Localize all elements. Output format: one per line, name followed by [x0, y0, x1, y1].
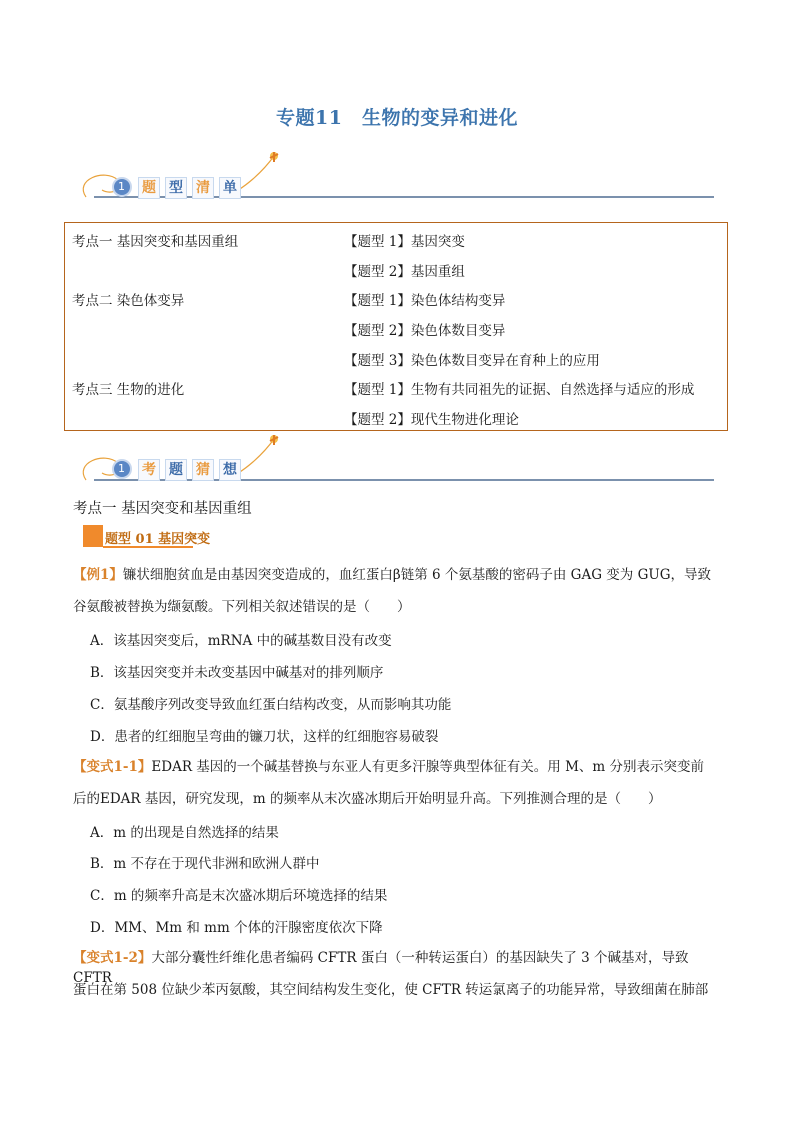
question-type-item: 【题型 2】基因重组 — [344, 264, 465, 280]
topic-label: 考点一 基因突变和基因重组 — [72, 234, 239, 250]
topic-heading: 考点一 基因突变和基因重组 — [73, 501, 252, 517]
banner-char: 清 — [192, 177, 214, 199]
question-type-item: 【题型 1】基因突变 — [344, 234, 465, 250]
example-label: 【例1】 — [73, 567, 123, 583]
option-d: D．患者的红细胞呈弯曲的镰刀状，这样的红细胞容易破裂 — [90, 729, 439, 745]
banner-char: 考 — [138, 459, 160, 481]
question-type-list — [64, 222, 728, 431]
question-type-item: 【题型 2】染色体数目变异 — [344, 323, 506, 339]
stem-line: EDAR 基因的一个碱基替换与东亚人有更多汗腺等典型体征有关。用 M、m 分别表示突变前 — [151, 759, 704, 775]
banner-char: 猜 — [192, 459, 214, 481]
stem-line: 镰状细胞贫血是由基因突变造成的，血红蛋白β链第 6 个氨基酸的密码子由 GAG 变为 GUG，导致 — [122, 567, 712, 583]
banner-number: 1 — [118, 462, 125, 475]
topic-label: 考点三 生物的进化 — [72, 382, 185, 398]
banner-number: 1 — [118, 180, 125, 193]
question-type-item: 【题型 2】现代生物进化理论 — [344, 412, 519, 428]
banner-char: 型 — [165, 177, 187, 199]
page-title: 专题11 生物的变异和进化 — [276, 107, 518, 129]
stem-line: 蛋白在第 508 位缺少苯丙氨酸，其空间结构发生变化，使 CFTR 转运氯离子的功能异常，导致细菌在肺部 — [73, 982, 709, 998]
option-b: B．该基因突变并未改变基因中碱基对的排列顺序 — [90, 665, 384, 681]
option-a: A．该基因突变后，mRNA 中的碱基数目没有改变 — [90, 633, 392, 649]
topic-label: 考点二 染色体变异 — [72, 293, 185, 309]
banner-char: 题 — [165, 459, 187, 481]
tag-label: 题型 01 基因突变 — [105, 532, 211, 547]
banner-title — [138, 459, 241, 481]
example-1-stem — [73, 565, 728, 585]
stem-line: 后的EDAR 基因，研究发现，m 的频率从末次盛冰期后开始明显升高。下列推测合理的是（ ） — [73, 791, 662, 807]
section-banner-predicted-questions — [74, 432, 714, 484]
section-banner-question-types — [74, 150, 714, 202]
question-type-item: 【题型 1】染色体结构变异 — [344, 293, 506, 309]
option-c: C．氨基酸序列改变导致血红蛋白结构改变，从而影响其功能 — [90, 697, 452, 713]
variant-label: 【变式1-2】 — [73, 950, 152, 966]
stem-line: 谷氨酸被替换为缬氨酸。下列相关叙述错误的是（ ） — [73, 599, 411, 615]
variant-label: 【变式1-1】 — [73, 759, 152, 775]
question-type-item: 【题型 3】染色体数目变异在育种上的应用 — [344, 353, 600, 369]
option-d: D．MM、Mm 和 mm 个体的汗腺密度依次下降 — [90, 920, 383, 936]
banner-char: 单 — [219, 177, 241, 199]
banner-title — [138, 177, 241, 199]
question-type-item: 【题型 1】生物有共同祖先的证据、自然选择与适应的形成 — [344, 382, 695, 398]
stem-line: 大部分囊性纤维化患者编码 CFTR 蛋白（一种转运蛋白）的基因缺失了 3 个碱基对，导致 CFTR — [73, 950, 689, 986]
option-b: B．m 不存在于现代非洲和欧洲人群中 — [90, 856, 320, 872]
variant-1-1-stem — [73, 757, 728, 777]
option-c: C．m 的频率升高是末次盛冰期后环境选择的结果 — [90, 888, 388, 904]
option-a: A．m 的出现是自然选择的结果 — [90, 825, 279, 841]
banner-char: 想 — [219, 459, 241, 481]
tag-marker-icon — [83, 525, 103, 547]
banner-char: 题 — [138, 177, 160, 199]
